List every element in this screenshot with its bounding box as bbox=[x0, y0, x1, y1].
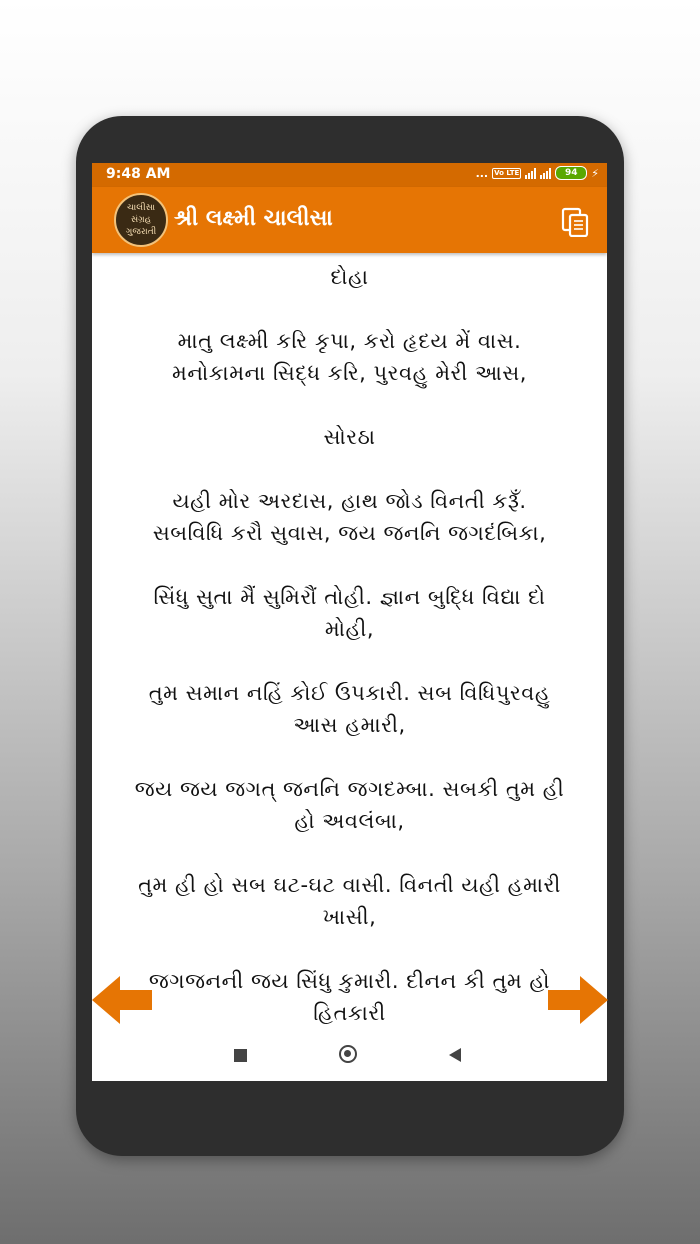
verse bbox=[92, 965, 607, 1028]
chalisa-text[interactable] bbox=[92, 253, 607, 1028]
verse-line: હિતકારી bbox=[313, 1001, 386, 1025]
back-button[interactable] bbox=[449, 1048, 461, 1062]
verse-line: હો અવલંબા, bbox=[294, 809, 405, 833]
system-nav-bar bbox=[92, 1028, 607, 1081]
verse bbox=[92, 485, 607, 549]
next-button[interactable] bbox=[546, 976, 608, 1024]
verse-line: મનોકામના સિદ્ધ કરિ, પુરવહુ મેરી આસ, bbox=[172, 361, 527, 385]
signal-icon-2 bbox=[540, 168, 551, 179]
verse-line: તુમ સમાન નહિં કોઈ ઉપકારી. સબ વિધિપુરવહુ bbox=[148, 681, 551, 705]
page-title: શ્રી લક્ષ્મી ચાલીસા bbox=[174, 206, 333, 231]
verse-line: જગજનની જય સિંધુ કુમારી. દીનન કી તુમ હો bbox=[148, 969, 551, 993]
verse-line: મોહી, bbox=[324, 617, 375, 641]
charging-icon: ⚡ bbox=[591, 166, 599, 180]
status-bar bbox=[92, 163, 607, 187]
copy-icon bbox=[561, 207, 589, 237]
verse-line: તુમ હી હો સબ ઘટ-ઘટ વાસી. વિનતી યહી હમારી bbox=[138, 873, 561, 897]
battery-level: 94 bbox=[565, 168, 578, 178]
verse-line: સોરઠા bbox=[323, 425, 376, 449]
arrow-right-icon bbox=[546, 976, 608, 1024]
verse bbox=[92, 869, 607, 933]
verse bbox=[92, 581, 607, 645]
copy-button[interactable] bbox=[561, 207, 589, 237]
arrow-left-icon bbox=[92, 976, 154, 1024]
notification-dots: ... bbox=[475, 166, 489, 180]
verse-line: દોહા bbox=[330, 265, 369, 289]
status-icons bbox=[476, 166, 599, 180]
verse-line: સબવિધિ કરૌ સુવાસ, જય જનનિ જગદંબિકા, bbox=[152, 521, 547, 545]
app-logo bbox=[114, 193, 168, 247]
verse bbox=[92, 677, 607, 741]
phone-screen bbox=[92, 163, 607, 1081]
logo-line-1: ચાલીસા bbox=[126, 203, 156, 213]
status-time: 9:48 AM bbox=[106, 166, 171, 182]
verse-heading-doha bbox=[92, 261, 607, 293]
home-button[interactable] bbox=[339, 1045, 357, 1063]
volte-badge: Vo LTE bbox=[494, 168, 520, 177]
app-bar bbox=[92, 187, 607, 253]
verse-line: માતુ લક્ષ્મી કરિ કૃપા, કરો હૃદય મેં વાસ. bbox=[177, 329, 522, 353]
recents-button[interactable] bbox=[234, 1049, 247, 1062]
signal-icon bbox=[525, 168, 536, 179]
battery-icon bbox=[555, 166, 587, 180]
logo-line-2: સંગ્રહ bbox=[130, 215, 152, 225]
previous-button[interactable] bbox=[92, 976, 154, 1024]
verse-line: આસ હમારી, bbox=[293, 713, 406, 737]
verse-line: યહી મોર અરદાસ, હાથ જોડ વિનતી કરૂઁ. bbox=[172, 489, 527, 513]
verse-line: સિંધુ સુતા મૈં સુમિરૌં તોહી. જ્ઞાન બુદ્ધિ વિદ્યા દો bbox=[153, 585, 546, 609]
verse bbox=[92, 773, 607, 837]
verse bbox=[92, 325, 607, 389]
verse-line: જય જય જગત્ જનનિ જગદમ્બા. સબકી તુમ હી bbox=[134, 777, 565, 801]
verse-heading-sortha bbox=[92, 421, 607, 453]
logo-line-3: ગુજરાતી bbox=[125, 227, 157, 237]
verse-line: ખાસી, bbox=[322, 905, 377, 929]
